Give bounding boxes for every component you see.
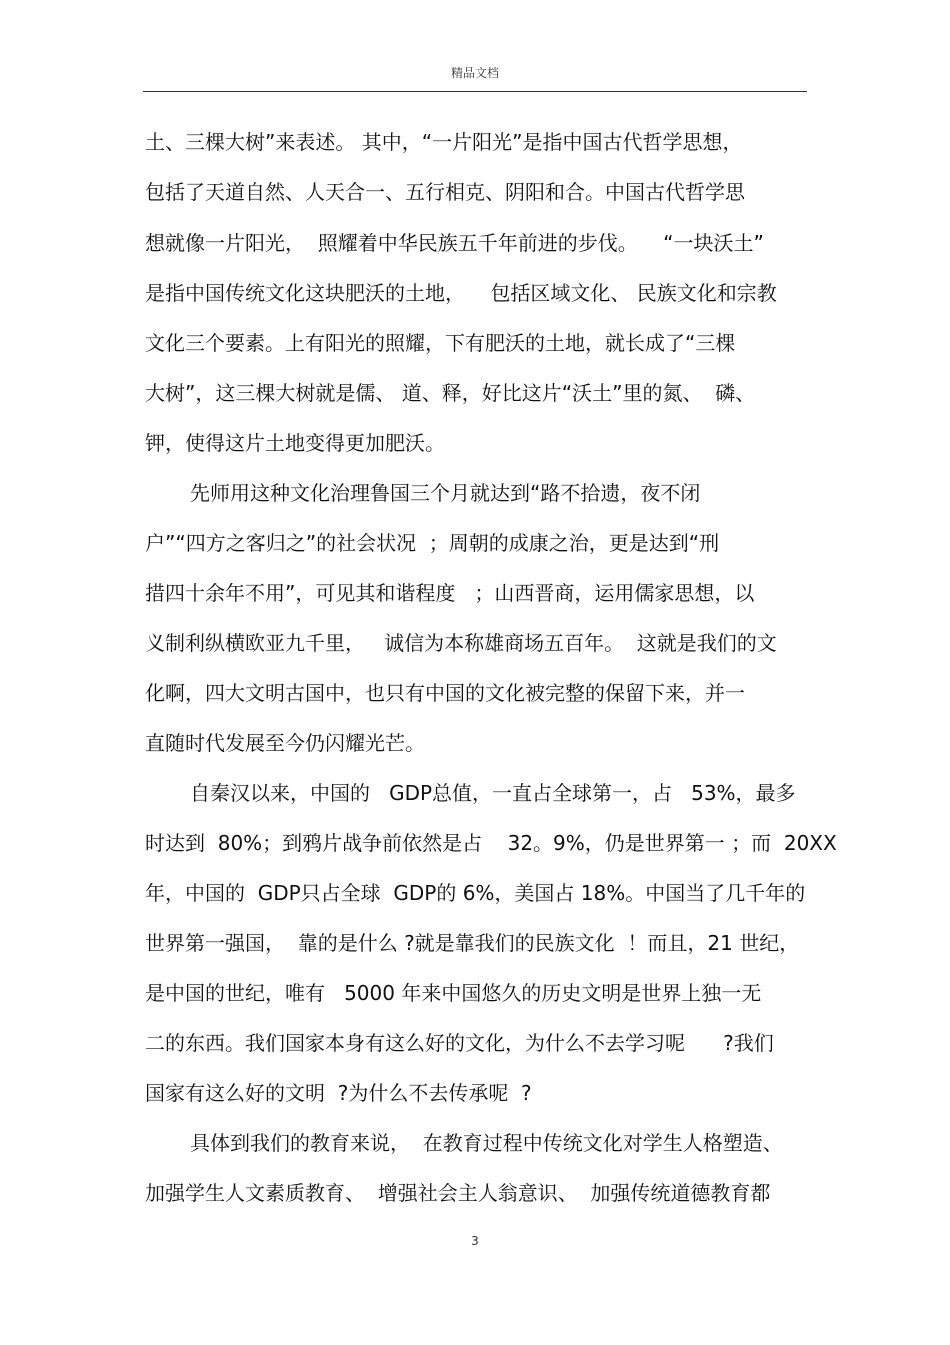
header-divider [143,91,807,92]
paragraph-first-line: 先师用这种文化治理鲁国三个月就达到“路不拾遗，夜不闭 [190,481,701,505]
text-line: 义制利纵横欧亚九千里， 诚信为本称雄商场五百年。 这就是我们的文 [145,631,777,655]
text-line: 文化三个要素。上有阳光的照耀，下有肥沃的土地，就长成了“三棵 [145,331,736,355]
text-line: 时达到 80%；到鸦片战争前依然是占 32。9%，仍是世界第一 ；而 20XX [145,831,837,855]
page-header: 精品文档 [450,66,499,80]
text-line: 是中国的世纪，唯有 5000 年来中国悠久的历史文明是世界上独一无 [145,981,762,1005]
text-line: 包括了天道自然、人天合一、五行相克、阴阳和合。中国古代哲学思 [145,180,745,204]
text-line: 是指中国传统文化这块肥沃的土地， 包括区域文化、 民族文化和宗教 [145,281,777,305]
paragraph-first-line: 自秦汉以来，中国的 GDP总值，一直占全球第一，占 53%，最多 [190,781,796,805]
text-line: 想就像一片阳光， 照耀着中华民族五千年前进的步伐。 “一块沃土” [145,231,764,255]
text-line: 加强学生人文素质教育、 增强社会主人翁意识、 加强传统道德教育都 [145,1181,771,1205]
page-number: 3 [471,1234,479,1248]
text-line: 年，中国的 GDP只占全球 GDP的 6%，美国占 18%。中国当了几千年的 [145,881,806,905]
paragraph-first-line: 具体到我们的教育来说， 在教育过程中传统文化对学生人格塑造、 [190,1131,783,1155]
text-line: 直随时代发展至今仍闪耀光芒。 [145,731,425,755]
text-line: 户”“四方之客归之”的社会状况 ；周朝的成康之治，更是达到“刑 [145,531,720,555]
text-line: 化啊，四大文明古国中，也只有中国的文化被完整的保留下来，并一 [145,681,745,705]
text-line: 大树”，这三棵大树就是儒、 道、释，好比这片“沃土”里的氮、 磷、 [145,381,756,405]
text-line: 二的东西。我们国家本身有这么好的文化，为什么不去学习呢 ?我们 [145,1031,774,1055]
text-line: 国家有这么好的文明 ?为什么不去传承呢 ? [145,1081,532,1105]
text-line: 措四十余年不用”，可见其和谐程度 ；山西晋商，运用儒家思想，以 [145,581,755,605]
text-line: 土、三棵大树”来表述。 其中，“一片阳光”是指中国古代哲学思想， [145,130,743,154]
text-line: 钾，使得这片土地变得更加肥沃。 [145,431,445,455]
text-line: 世界第一强国， 靠的是什么 ?就是靠我们的民族文化 ！而且，21 世纪， [145,931,800,955]
